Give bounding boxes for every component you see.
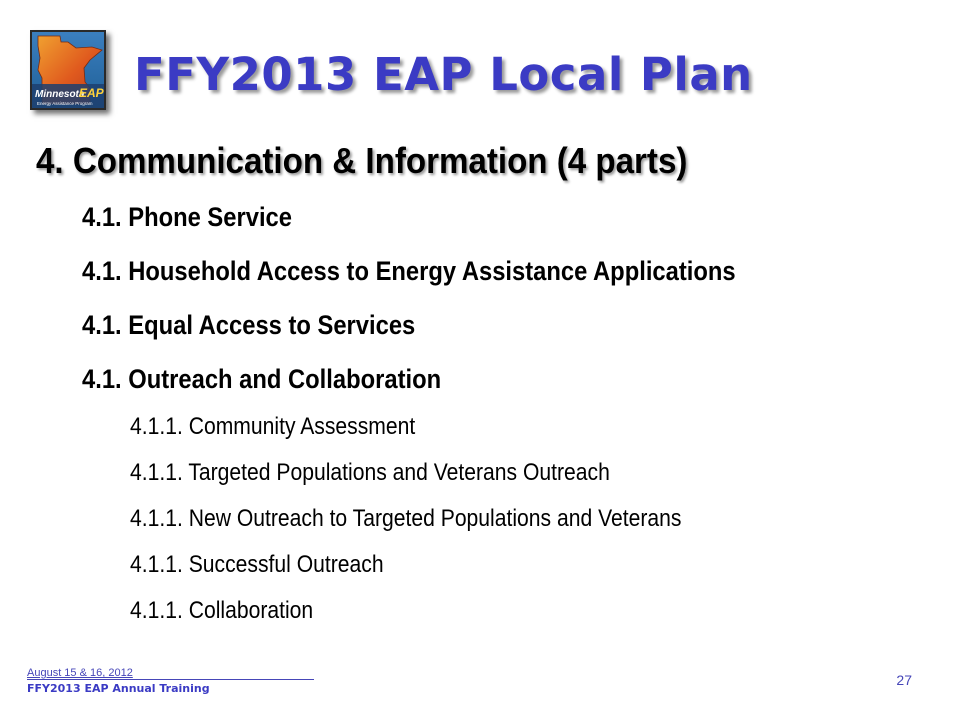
sublist-item-community-assessment: 4.1.1. Community Assessment bbox=[130, 413, 416, 440]
list-item-outreach-collaboration: 4.1. Outreach and Collaboration bbox=[82, 364, 442, 394]
slide-title: FFY2013 EAP Local Plan bbox=[134, 48, 753, 101]
svg-text:EAP: EAP bbox=[79, 86, 104, 100]
sublist-item-new-outreach: 4.1.1. New Outreach to Targeted Populations and Veterans bbox=[130, 505, 682, 532]
page-number: 27 bbox=[896, 672, 912, 688]
footer-training-title: FFY2013 EAP Annual Training bbox=[27, 682, 210, 695]
footer-divider bbox=[27, 679, 314, 680]
svg-text:Energy Assistance Program: Energy Assistance Program bbox=[37, 101, 93, 106]
svg-text:Minnesota: Minnesota bbox=[35, 89, 85, 100]
sublist-item-collaboration: 4.1.1. Collaboration bbox=[130, 597, 314, 624]
section-heading: 4. Communication & Information (4 parts) bbox=[36, 140, 688, 181]
sublist-item-successful-outreach: 4.1.1. Successful Outreach bbox=[130, 551, 384, 578]
list-item-household-access: 4.1. Household Access to Energy Assistance Applications bbox=[82, 256, 736, 286]
sublist-item-targeted-populations: 4.1.1. Targeted Populations and Veterans Outreach bbox=[130, 459, 610, 486]
footer-date: August 15 & 16, 2012 bbox=[27, 667, 133, 679]
minnesota-map-icon bbox=[30, 30, 106, 110]
list-item-equal-access: 4.1. Equal Access to Services bbox=[82, 310, 416, 340]
list-item-phone-service: 4.1. Phone Service bbox=[82, 202, 292, 232]
minnesota-eap-logo bbox=[30, 30, 106, 110]
